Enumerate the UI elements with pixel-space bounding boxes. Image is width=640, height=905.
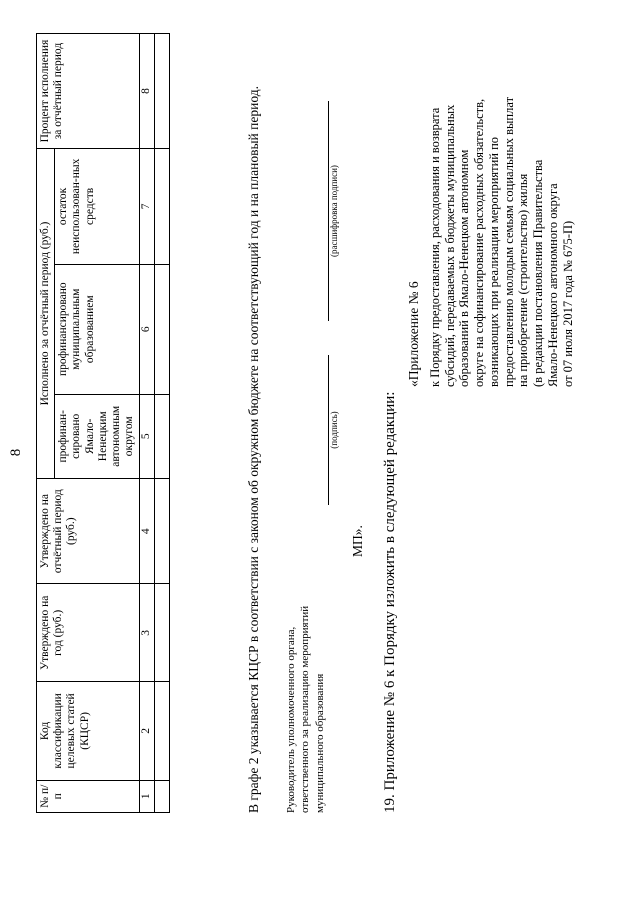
column-number: 5 <box>139 394 154 478</box>
header-executed-group: Исполнено за отчётный период (руб.) <box>37 149 55 479</box>
column-number: 7 <box>139 149 154 265</box>
annex-line: возникающих при реализации мероприятий по <box>486 136 501 387</box>
stamp-place: МП». <box>350 525 365 557</box>
column-number: 8 <box>139 34 154 149</box>
annex-line: округе на софинансирование расходных обязательств, <box>472 98 487 387</box>
annex-line: к Порядку предоставления, расходования и возврата <box>427 107 442 387</box>
annex-title: «Приложение № 6 <box>406 281 421 387</box>
annex-line: от 07 июля 2017 года № 675-П) <box>560 220 575 387</box>
header-approved-period: Утверждено на отчётный период (руб.) <box>37 478 140 583</box>
table-header-row <box>37 34 55 813</box>
table-empty-row <box>154 34 169 813</box>
item-19-heading: 19. Приложение № 6 к Порядку изложить в следующей редакции: <box>382 391 398 813</box>
header-percent: Процент исполнения за отчётный период <box>37 34 140 149</box>
column-number-row <box>139 34 154 813</box>
header-approved-year: Утверждено на год (руб.) <box>37 584 140 682</box>
header-remainder: остаток неиспользован-ных средств <box>55 149 139 265</box>
header-financed-municipal: профинансировано муниципальным образованием <box>55 264 139 394</box>
column-number: 3 <box>139 584 154 682</box>
header-num: № п/п <box>37 780 140 812</box>
signature-caption: (подпись) <box>329 411 339 449</box>
annex-line: предоставлению молодым семьям социальных выплат <box>501 96 516 387</box>
decode-caption: (расшифровка подписи) <box>329 165 339 257</box>
table-note: В графе 2 указывается КЦСР в соответствии с законом об окружном бюджете на соответствующий год и на плановый период. <box>246 86 261 813</box>
header-code: Код классификации целевых статей (КЦСР) <box>37 682 140 780</box>
column-number: 6 <box>139 264 154 394</box>
signature-block: Руководитель уполномоченного органа, ответственного за реализацию мероприятий муниципального образования <box>285 605 326 813</box>
annex-line: (в редакции постановления Правительства <box>531 159 546 387</box>
column-number: 1 <box>139 780 154 812</box>
annex-heading-block <box>406 27 575 387</box>
annex-line: на приобретение (строительство) жилья <box>516 173 531 387</box>
annex-line: субсидий, передаваемых в бюджеты муниципальных <box>442 104 457 387</box>
report-table <box>36 33 170 813</box>
page-number: 8 <box>8 448 24 457</box>
column-number: 4 <box>139 478 154 583</box>
header-financed-okrug: профинан-сировано Ямало-Ненецким автономным округом <box>55 394 139 478</box>
annex-line: Ямало-Ненецкого автономного округа <box>545 183 560 387</box>
column-number: 2 <box>139 682 154 780</box>
annex-line: образований в Ямало-Ненецком автономном <box>457 149 472 387</box>
